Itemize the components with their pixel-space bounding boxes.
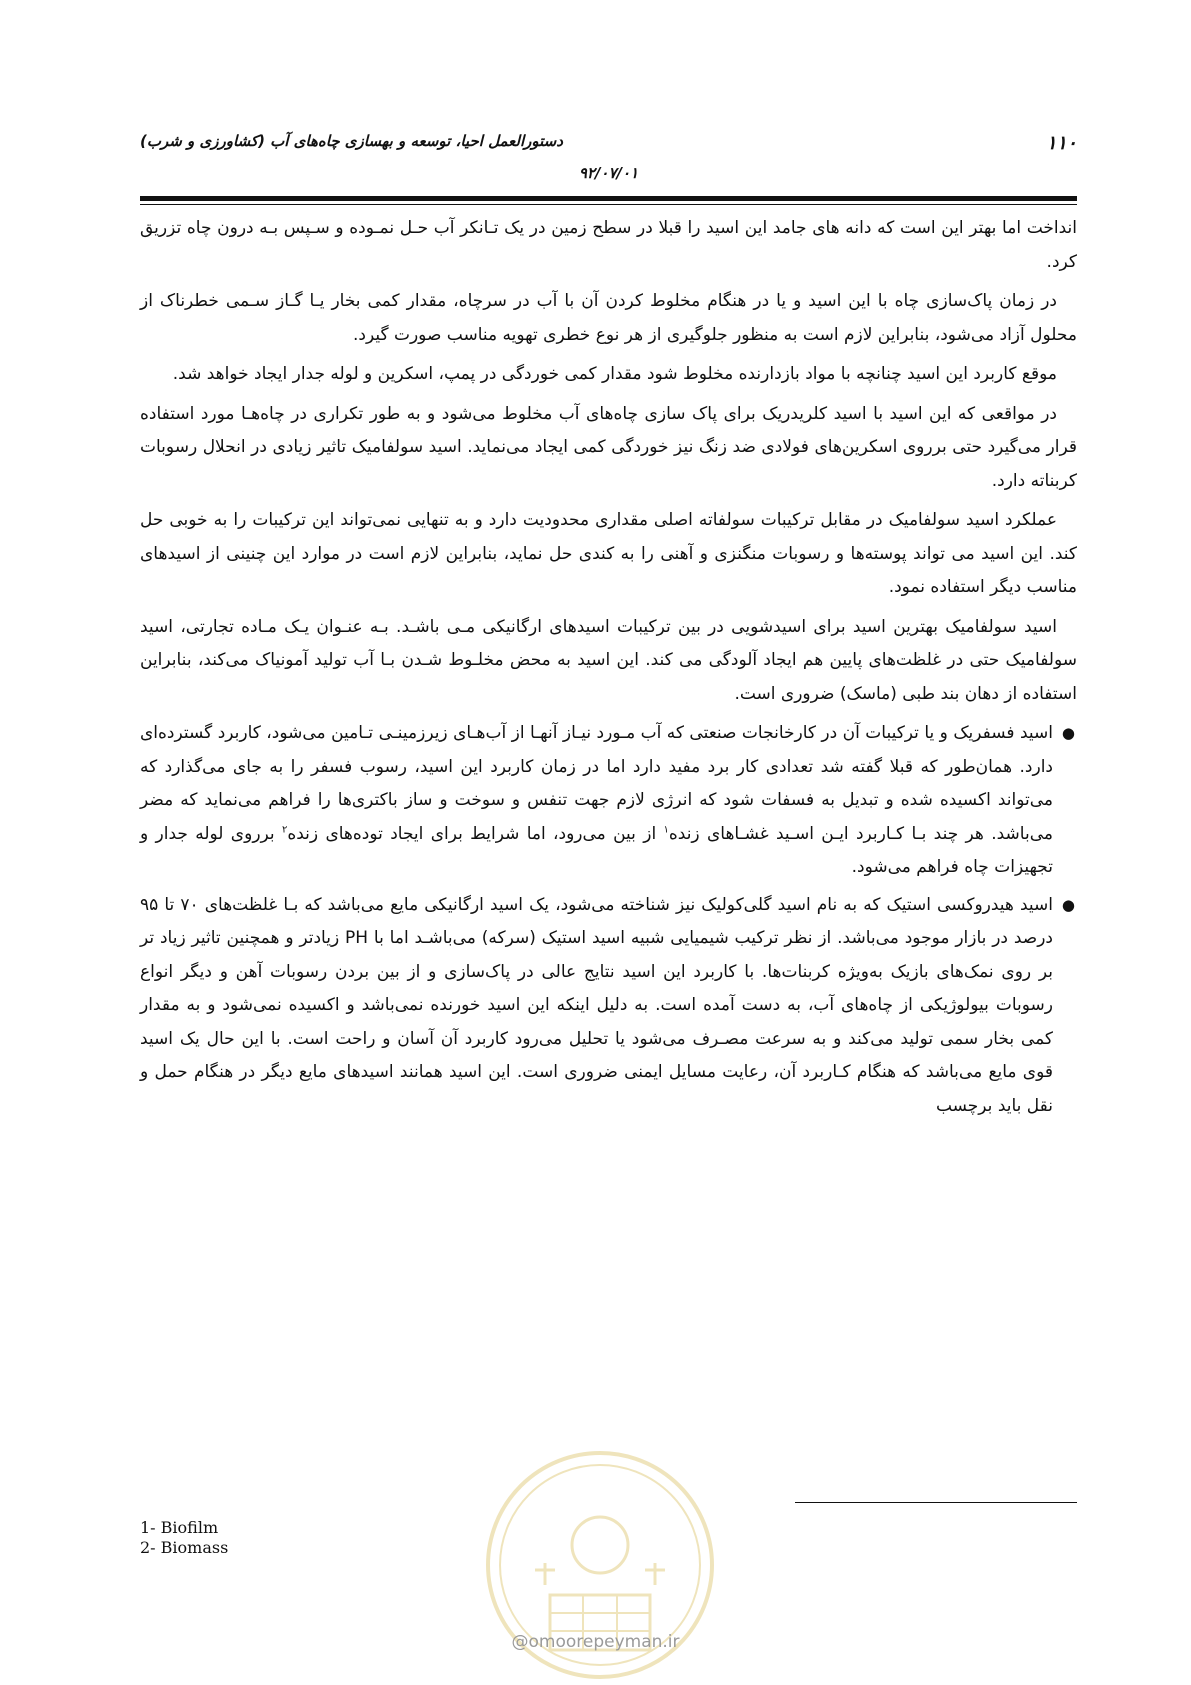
footnote-ref-1[interactable]: ۱ bbox=[663, 823, 669, 835]
list-item bbox=[140, 717, 1075, 885]
header-rule-thick bbox=[140, 196, 1077, 201]
footnote-separator bbox=[795, 1502, 1077, 1503]
footnote-ref-2[interactable]: ۲ bbox=[281, 823, 288, 835]
paragraph: موقع کاربرد این اسید چنانچه با مواد بازدارنده مخلوط شود مقدار کمی خوردگی در پمپ، اسکرین و لوله جدار ایجاد خواهد شد. bbox=[172, 364, 1057, 384]
paragraph: اسید سولفامیک بهترین اسید برای اسیدشویی در بین ترکیبات اسیدهای ارگانیکی مـی باشـد. بـه عنـوان یـک مـاده تجارتی، اسید سولفامیک حتی در غلظت‌های پایین هم ایجاد آلودگی می کند. این اسید به محض مخلـوط شـدن بـا آب تولید آمونیاک می‌کند، بنابراین استفاده از دهان بند طبی (ماسک) ضروری است. bbox=[140, 616, 1077, 704]
page-header bbox=[140, 126, 1077, 206]
watermark-url: @omoorepeyman.ir bbox=[511, 1632, 680, 1652]
list-item-text: اسید هیدروکسی استیک که به نام اسید گلی‌کولیک نیز شناخته می‌شود، یک اسید ارگانیکی مایع می‌باشد که بـا غلظت‌های ۷۰ تا ۹۵ درصد در بازار موجود می‌باشد. از نظر ترکیب شیمیایی شبیه اسید استیک (سرکه) می‌باشـد اما با PH زیادتر و همچنین تاثیر زیاد تر بر روی نمک‌های بازیک به‌ویژه کربنات‌ها. با کاربرد این اسید نتایج عالی در پاک‌سازی و از بین بردن رسوبات آهن و دیگر انواع رسوبات بیولوژیکی از چاه‌های آب، به دست آمده است. به دلیل اینکه این اسید خورنده نمی‌باشد و اکسیده نمی‌شود و به مقدار کمی بخار سمی تولید می‌کند و به سرعت مصـرف می‌شود یا تحلیل می‌رود کاربرد آن آسان و راحت است. با این حال یک اسید قوی مایع می‌باشد که هنگام کـاربرد آن، رعایت مسایل ایمنی ضروری است. این اسید همانند اسیدهای مایع دیگر در هنگام حمل و نقل باید برچسب bbox=[140, 894, 1053, 1116]
list-item-text: برروی لوله جدار و تجهیزات چاه فراهم می‌شود. bbox=[140, 823, 1053, 877]
footnotes bbox=[140, 1518, 228, 1558]
bullet-list bbox=[140, 717, 1077, 1123]
body-text bbox=[140, 212, 1077, 1127]
running-title: دستورالعمل احیا، توسعه و بهسازی چاه‌های آب (کشاورزی و شرب) bbox=[140, 132, 563, 150]
bullet-icon: ● bbox=[1061, 724, 1075, 742]
page-number: ۱۱۰ bbox=[1046, 132, 1077, 154]
list-item bbox=[140, 889, 1075, 1124]
paragraph: انداخت اما بهتر این است که دانه های جامد این اسید را قبلا در سطح زمین در یک تـانکر آب حـل نمـوده و سـپس بـه درون چاه تزریق کرد. bbox=[140, 218, 1077, 272]
list-item-text: اسید فسفریک و یا ترکیبات آن در کارخانجات صنعتی که آب مـورد نیـاز آنهـا از آب‌هـای زیرزمینـی تـامین می‌شود، کاربرد گسترده‌ای دارد. همان‌طور که قبلا گفته شد تعدادی کار برد مفید دارد اما در زمان کاربرد این اسید، رسوب فسفر را به جای می‌گذارد که می‌تواند اکسیده شده و تبدیل به فسفات شود که انرژی لازم جهت تنفس و سوخت و ساز باکتری‌ها را فراهم می‌نماید که مضر می‌باشد. هر چند بـا کـاربرد ایـن اسـید غشـاهای زنده bbox=[140, 723, 1053, 844]
footnote-2: 2- Biomass bbox=[140, 1538, 229, 1557]
paragraph: در زمان پاک‌سازی چاه با این اسید و یا در هنگام مخلوط کردن آن با آب در سرچاه، مقدار کمی بخار یـا گـاز سـمی خطرناک از محلول آزاد می‌شود، بنابراین لازم است به منظور جلوگیری از هر نوع خطری تهویه مناسب صورت گیرد. bbox=[140, 291, 1077, 345]
paragraph: عملکرد اسید سولفامیک در مقابل ترکیبات سولفاته اصلی مقداری محدودیت دارد و به تنهایی نمی‌تواند این ترکیبات را به خوبی حل کند. این اسید می تواند پوسته‌ها و رسوبات منگنزی و آهنی را به کندی حل نماید، بنابراین لازم است در موارد این چنینی از اسیدهای مناسب دیگر استفاده نمود. bbox=[140, 510, 1077, 597]
bullet-icon: ● bbox=[1061, 895, 1075, 914]
list-item-text: از بین می‌رود، اما شرایط برای ایجاد توده‌های زنده bbox=[287, 823, 664, 844]
header-rule-thin bbox=[140, 204, 1077, 205]
paragraph: در مواقعی که این اسید با اسید کلریدریک برای پاک سازی چاه‌های آب مخلوط می‌شود و به طور تکراری در چاه‌هـا مورد استفاده قرار می‌گیرد حتی برروی اسکرین‌های فولادی ضد زنگ نیز خوردگی کمی ایجاد می‌نماید. اسید سولفامیک تاثیر زیادی در انحلال رسوبات کربناته دارد. bbox=[140, 403, 1077, 491]
document-date: ۹۲/۰۷/۰۱ bbox=[578, 164, 639, 182]
footnote-1: 1- Biofilm bbox=[140, 1518, 219, 1537]
